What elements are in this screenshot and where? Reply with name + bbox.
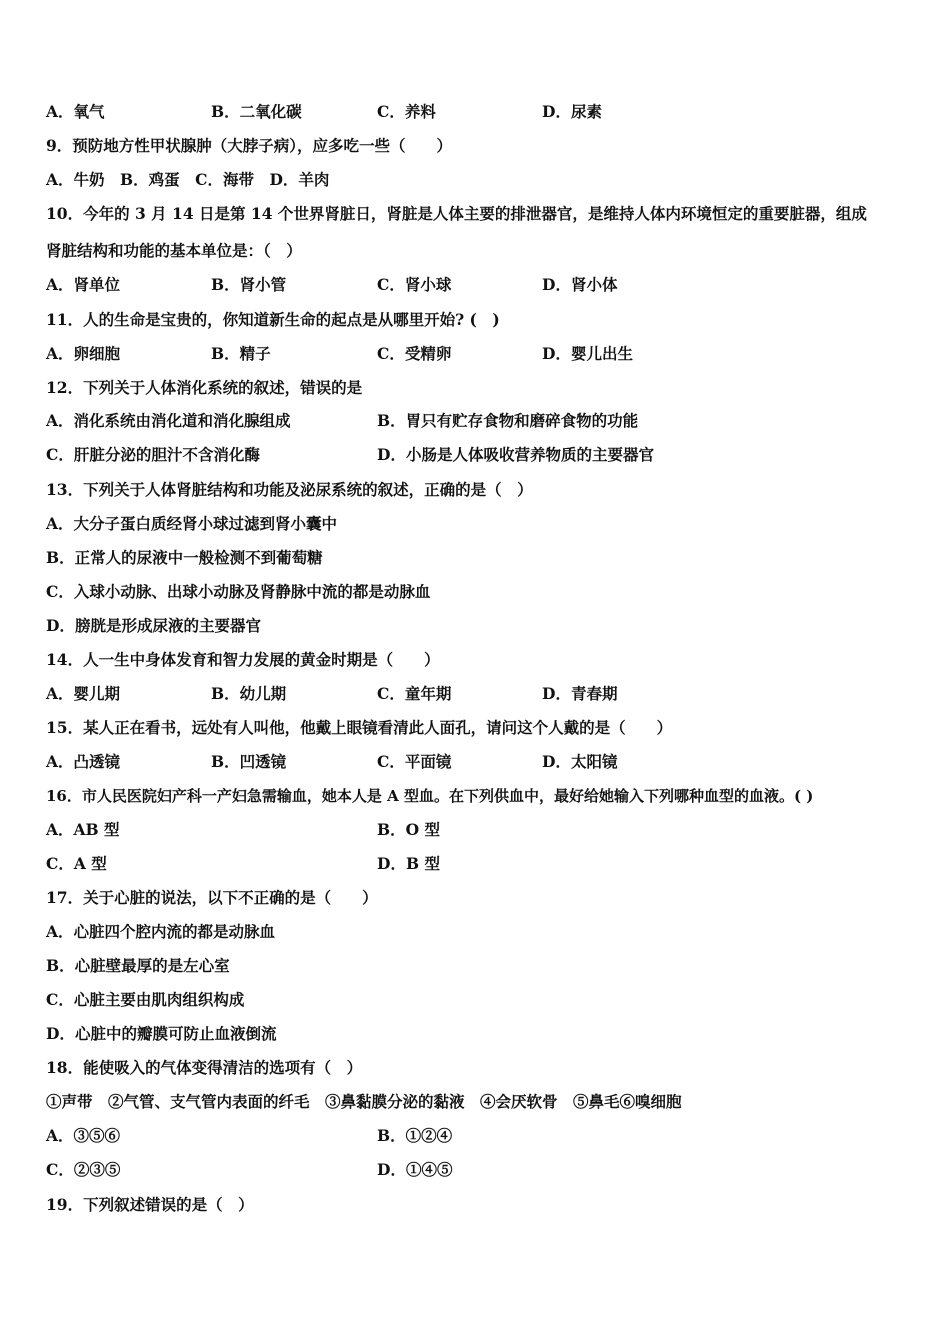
q8-option-a: A．氧气 xyxy=(46,102,105,121)
q14-stem: 14．人一生中身体发育和智力发展的黄金时期是（ ） xyxy=(46,650,440,669)
q15-option-d: D．太阳镜 xyxy=(542,752,618,771)
q18-option-b: B．①②④ xyxy=(377,1126,453,1145)
q15-stem: 15．某人正在看书，远处有人叫他，他戴上眼镜看清此人面孔，请问这个人戴的是（ ） xyxy=(46,718,673,737)
q13-option-b: B．正常人的尿液中一般检测不到葡萄糖 xyxy=(46,548,323,567)
q12-option-d: D．小肠是人体吸收营养物质的主要器官 xyxy=(377,445,654,464)
q10-option-b: B．肾小管 xyxy=(211,275,287,294)
q18-option-c: C．②③⑤ xyxy=(46,1160,121,1179)
q8-option-d: D．尿素 xyxy=(542,102,602,121)
q14-option-c: C．童年期 xyxy=(377,684,452,703)
q15-option-b: B．凹透镜 xyxy=(211,752,287,771)
q11-option-c: C．受精卵 xyxy=(377,344,452,363)
q15-option-c: C．平面镜 xyxy=(377,752,452,771)
q16-option-a: A．AB 型 xyxy=(46,820,120,839)
q10-option-a: A．肾单位 xyxy=(46,275,121,294)
q18-option-d: D．①④⑤ xyxy=(377,1160,453,1179)
q17-option-d: D．心脏中的瓣膜可防止血液倒流 xyxy=(46,1024,277,1043)
q11-stem: 11．人的生命是宝贵的，你知道新生命的起点是从哪里开始? ( ) xyxy=(46,310,500,329)
q10-stem-line2: 肾脏结构和功能的基本单位是：（ ） xyxy=(46,241,302,260)
q14-option-b: B．幼儿期 xyxy=(211,684,287,703)
q18-stem: 18．能使吸入的气体变得清洁的选项有（ ） xyxy=(46,1058,363,1077)
q13-option-d: D．膀胱是形成尿液的主要器官 xyxy=(46,616,261,635)
q16-option-d: D．B 型 xyxy=(377,854,440,873)
q16-option-c: C．A 型 xyxy=(46,854,107,873)
q12-option-c: C．肝脏分泌的胆汁不含消化酶 xyxy=(46,445,260,464)
q17-option-b: B．心脏壁最厚的是左心室 xyxy=(46,956,230,975)
q13-option-c: C．入球小动脉、出球小动脉及肾静脉中流的都是动脉血 xyxy=(46,582,431,601)
q8-option-b: B．二氧化碳 xyxy=(211,102,302,121)
q10-option-c: C．肾小球 xyxy=(377,275,452,294)
q16-stem: 16．市人民医院妇产科一产妇急需输血，她本人是 A 型血。在下列供血中，最好给她输入下列哪种血型的血液。( ) xyxy=(46,787,814,805)
q11-option-b: B．精子 xyxy=(211,344,271,363)
q8-option-c: C．养料 xyxy=(377,102,436,121)
q14-option-d: D．青春期 xyxy=(542,684,618,703)
q9-stem: 9．预防地方性甲状腺肿（大脖子病），应多吃一些（ ） xyxy=(46,136,453,155)
q12-option-a: A．消化系统由消化道和消化腺组成 xyxy=(46,411,291,430)
q17-stem: 17．关于心脏的说法，以下不正确的是（ ） xyxy=(46,888,378,907)
q19-stem: 19．下列叙述错误的是（ ） xyxy=(46,1195,254,1214)
q14-option-a: A．婴儿期 xyxy=(46,684,121,703)
q17-option-c: C．心脏主要由肌肉组织构成 xyxy=(46,990,245,1009)
q11-option-d: D．婴儿出生 xyxy=(542,344,633,363)
q10-option-d: D．肾小体 xyxy=(542,275,618,294)
q12-option-b: B．胃只有贮存食物和磨碎食物的功能 xyxy=(377,411,639,430)
q11-option-a: A．卵细胞 xyxy=(46,344,121,363)
q18-items: ①声带 ②气管、支气管内表面的纤毛 ③鼻黏膜分泌的黏液 ④会厌软骨 ⑤鼻毛⑥嗅细胞 xyxy=(46,1092,682,1111)
q17-option-a: A．心脏四个腔内流的都是动脉血 xyxy=(46,922,276,941)
q13-stem: 13．下列关于人体肾脏结构和功能及泌尿系统的叙述，正确的是（ ） xyxy=(46,480,533,499)
q10-stem-line1: 10．今年的 3 月 14 日是第 14 个世界肾脏日，肾脏是人体主要的排泄器官，是维持人体内环境恒定的重要脏器，组成 xyxy=(46,204,867,223)
q16-option-b: B．O 型 xyxy=(377,820,440,839)
q9-options: A．牛奶 B．鸡蛋 C．海带 D．羊肉 xyxy=(46,170,330,189)
q12-stem: 12．下列关于人体消化系统的叙述，错误的是 xyxy=(46,378,363,397)
q13-option-a: A．大分子蛋白质经肾小球过滤到肾小囊中 xyxy=(46,514,338,533)
q15-option-a: A．凸透镜 xyxy=(46,752,121,771)
q18-option-a: A．③⑤⑥ xyxy=(46,1126,121,1145)
